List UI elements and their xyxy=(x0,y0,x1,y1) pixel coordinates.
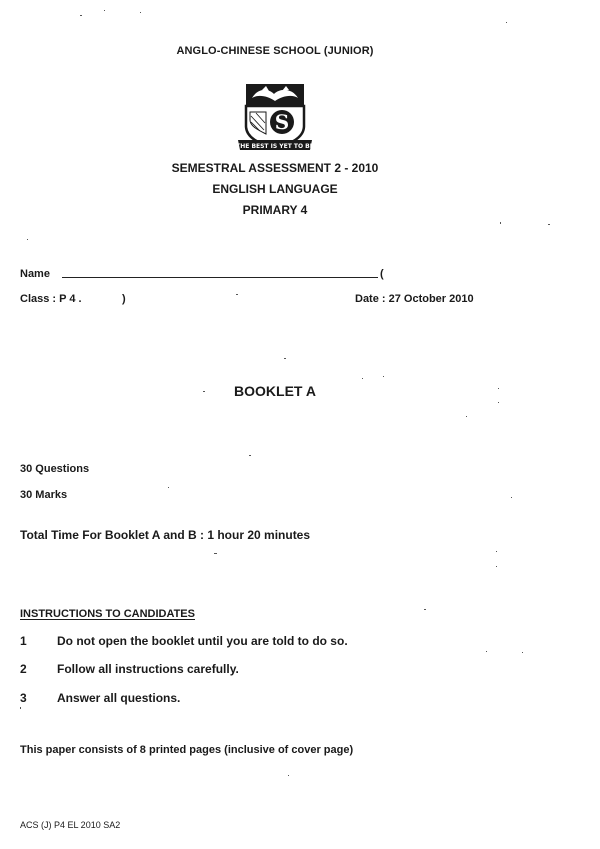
name-label: Name xyxy=(20,268,50,280)
scan-speck xyxy=(424,609,426,610)
instruction-number: 2 xyxy=(20,662,27,676)
scan-speck xyxy=(383,376,384,377)
svg-text:THE BEST IS YET TO BE: THE BEST IS YET TO BE xyxy=(236,143,314,150)
scan-speck xyxy=(140,12,141,13)
date-label: Date : 27 October 2010 xyxy=(355,293,474,305)
instruction-number: 3 xyxy=(20,691,27,705)
scan-speck xyxy=(506,22,507,23)
scan-speck xyxy=(486,651,487,652)
scan-speck xyxy=(236,294,238,295)
name-index-bracket: ( xyxy=(380,268,384,280)
instruction-text: Answer all questions. xyxy=(57,691,181,705)
scan-speck xyxy=(500,222,501,224)
instruction-text: Follow all instructions carefully. xyxy=(57,662,239,676)
scan-speck xyxy=(496,566,497,567)
class-bracket: ) xyxy=(122,293,126,305)
name-write-line[interactable] xyxy=(62,277,378,278)
scan-speck xyxy=(214,553,217,554)
scan-speck xyxy=(511,497,512,498)
scan-speck xyxy=(249,455,251,456)
question-count: 30 Questions xyxy=(20,463,90,475)
instruction-text: Do not open the booklet until you are told to do so. xyxy=(57,634,348,648)
scan-speck xyxy=(284,358,286,359)
instructions-heading: INSTRUCTIONS TO CANDIDATES xyxy=(20,608,195,620)
instruction-number: 1 xyxy=(20,634,27,648)
paper-code: ACS (J) P4 EL 2010 SA2 xyxy=(20,820,121,830)
scan-speck xyxy=(104,10,105,11)
assessment-title: SEMESTRAL ASSESSMENT 2 - 2010 xyxy=(171,161,379,175)
level-title: PRIMARY 4 xyxy=(242,203,308,217)
scan-speck xyxy=(466,416,467,417)
scan-speck xyxy=(498,402,499,403)
scan-speck xyxy=(496,551,497,552)
scan-speck xyxy=(362,378,363,379)
class-label: Class : P 4 . xyxy=(20,293,82,305)
scan-speck xyxy=(203,391,205,392)
school-crest-logo xyxy=(234,76,316,156)
scan-speck xyxy=(80,15,82,16)
page-count-note: This paper consists of 8 printed pages (inclusive of cover page) xyxy=(20,744,354,756)
svg-text:S: S xyxy=(274,110,290,134)
scan-speck xyxy=(522,652,523,653)
scan-speck xyxy=(20,707,21,709)
school-name: ANGLO-CHINESE SCHOOL (JUNIOR) xyxy=(176,45,374,57)
scan-speck xyxy=(168,487,169,488)
subject-title: ENGLISH LANGUAGE xyxy=(212,182,338,196)
scan-speck xyxy=(288,775,289,776)
marks-count: 30 Marks xyxy=(20,489,68,501)
scan-speck xyxy=(548,224,550,225)
booklet-title: BOOKLET A xyxy=(234,383,316,399)
scan-speck xyxy=(27,239,28,240)
total-time: Total Time For Booklet A and B : 1 hour 20 minutes xyxy=(20,528,311,542)
scan-speck xyxy=(498,388,499,389)
